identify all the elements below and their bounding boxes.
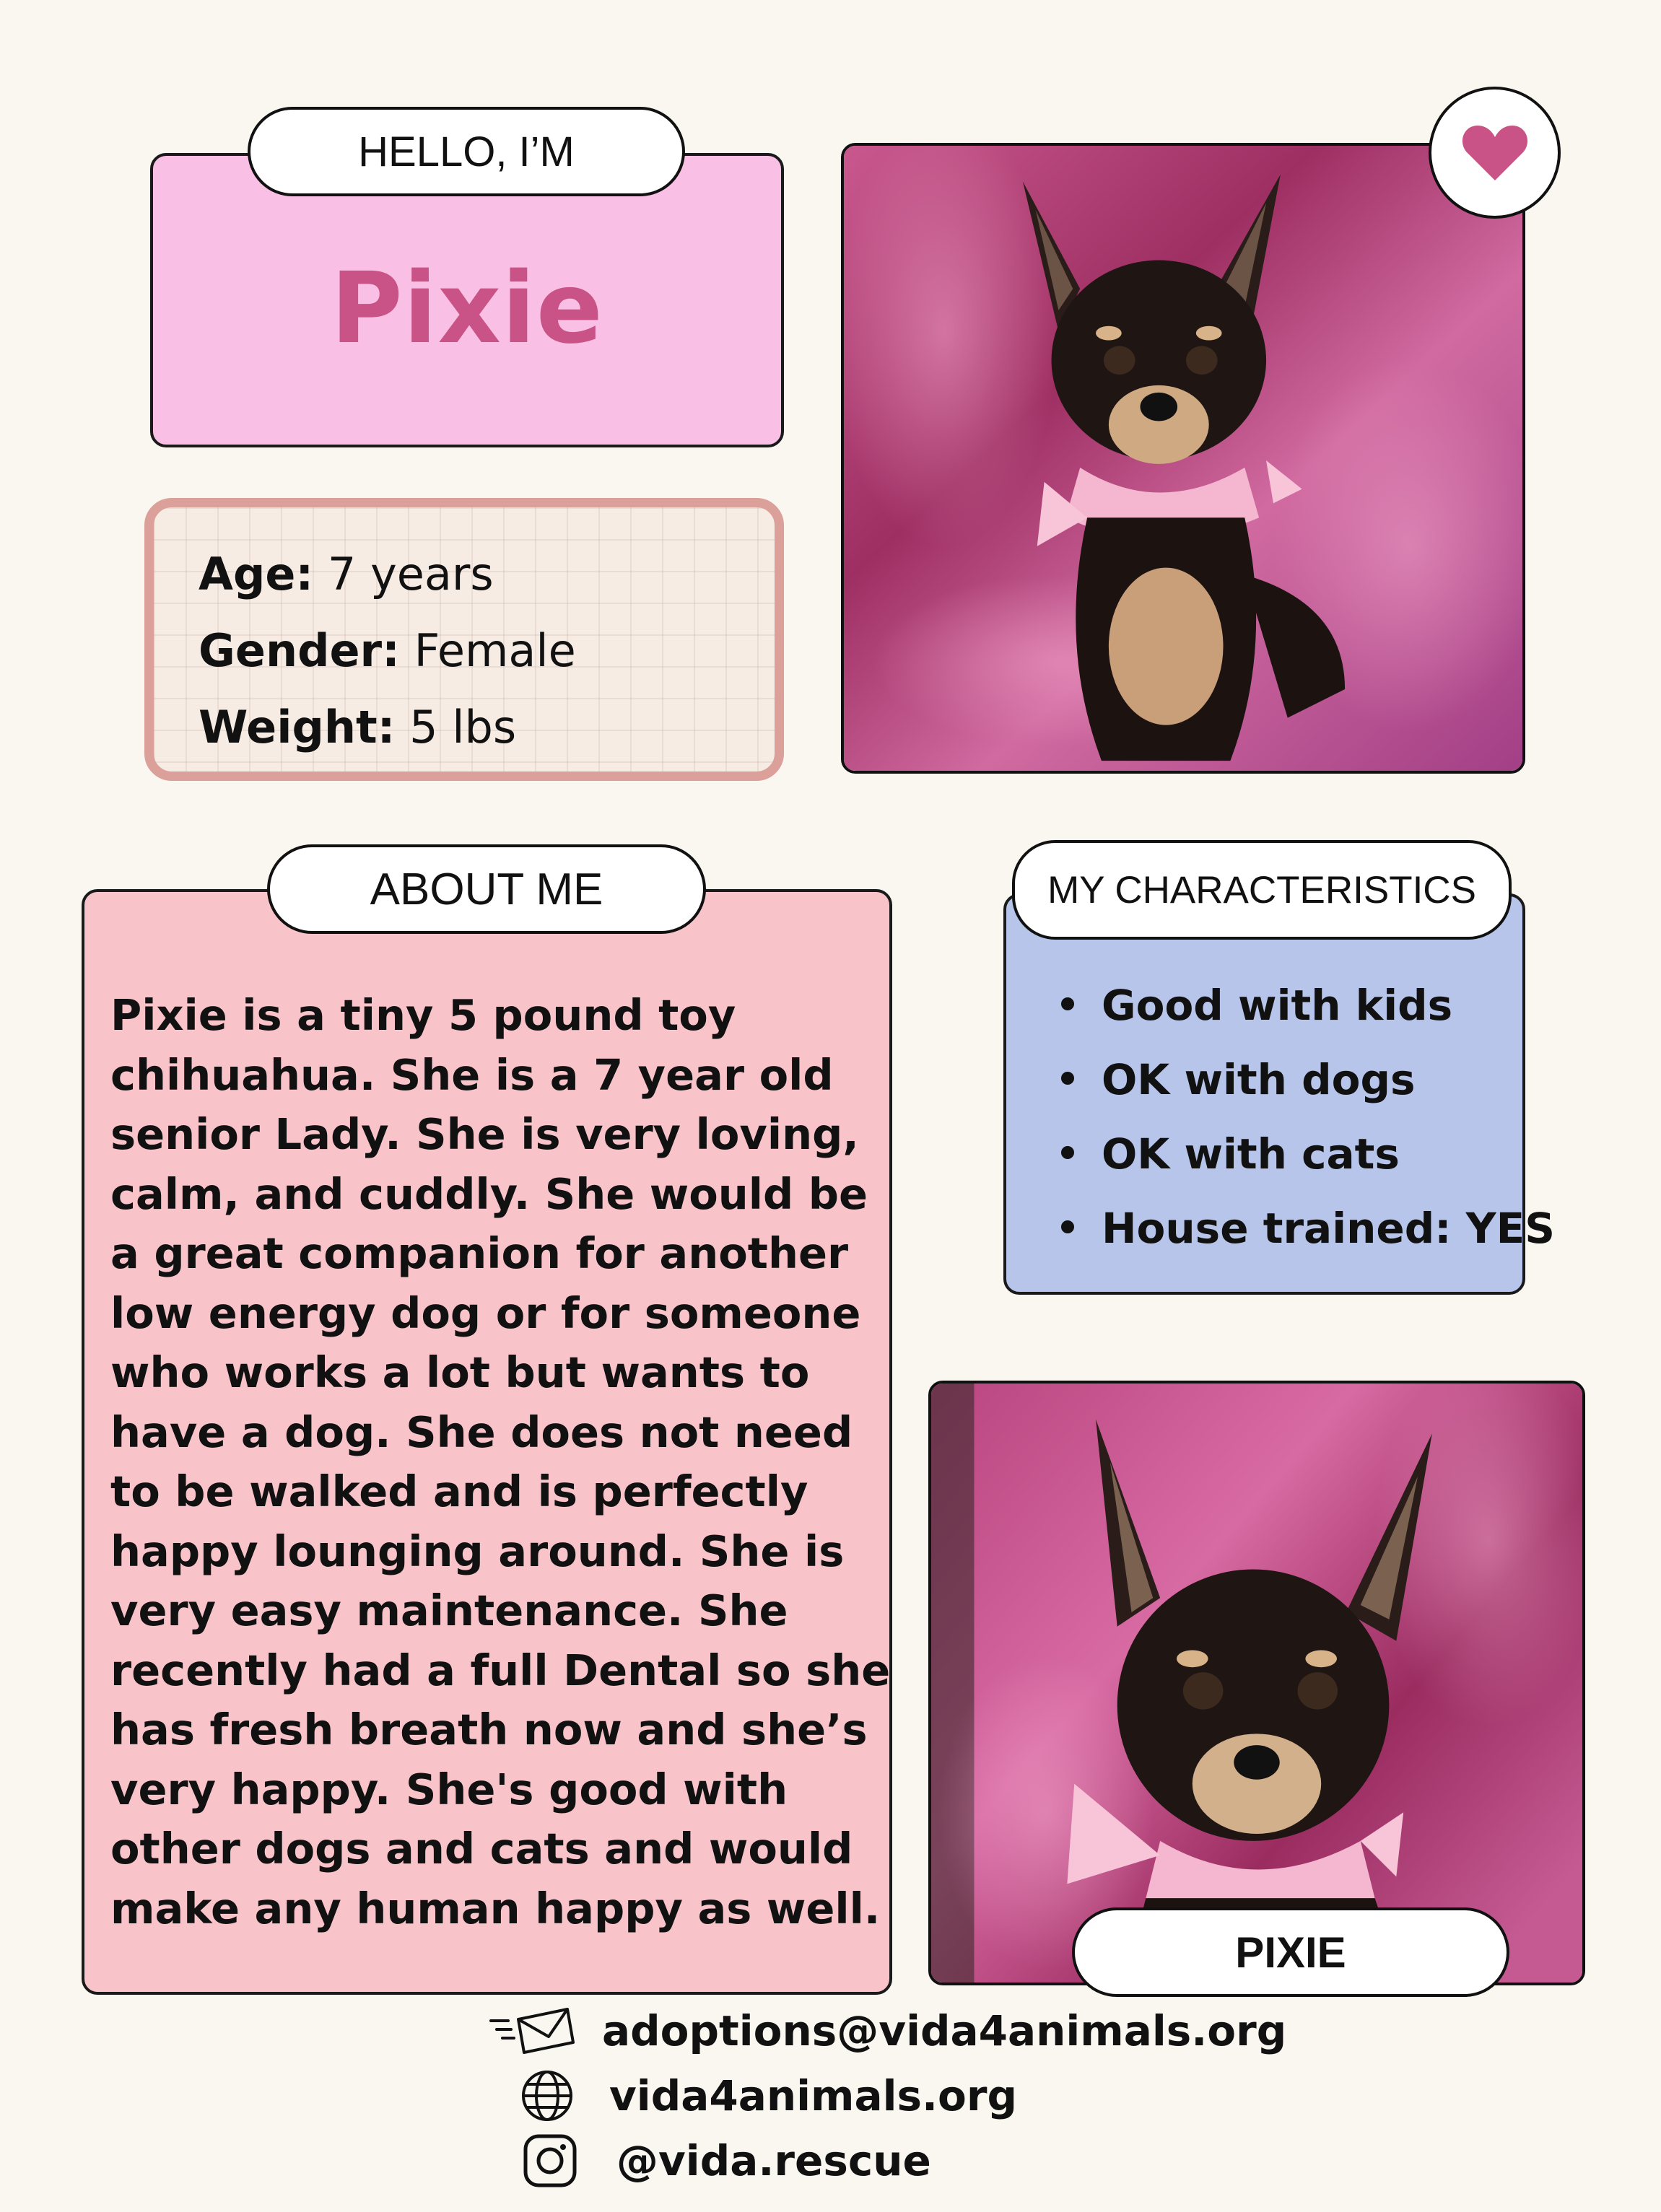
info-gender: Gender: Female	[199, 624, 576, 677]
name-card	[150, 153, 784, 447]
contact-website[interactable]	[520, 2068, 1017, 2123]
about-card	[82, 889, 892, 1995]
contact-email[interactable]	[488, 2005, 1286, 2057]
favorite-button[interactable]	[1429, 87, 1561, 219]
email-text[interactable]: adoptions@vida4animals.org	[602, 2006, 1287, 2055]
characteristic-item: OK with dogs	[1061, 1043, 1522, 1117]
info-weight: Weight: 5 lbs	[199, 701, 517, 753]
photo-caption: PIXIE	[1072, 1907, 1509, 1997]
globe-icon	[520, 2068, 575, 2123]
instagram-text[interactable]: @vida.rescue	[616, 2136, 931, 2185]
characteristic-item: OK with cats	[1061, 1117, 1522, 1192]
pet-name: Pixie	[331, 252, 603, 366]
characteristic-item: House trained: YES	[1061, 1192, 1522, 1266]
email-icon	[488, 2005, 577, 2057]
pet-photo-secondary	[928, 1381, 1585, 1985]
about-title: ABOUT ME	[267, 844, 706, 934]
characteristic-item: Good with kids	[1061, 969, 1522, 1043]
website-text[interactable]: vida4animals.org	[609, 2071, 1017, 2120]
info-card	[144, 498, 784, 781]
characteristics-card	[1003, 893, 1556, 1295]
info-age: Age: 7 years	[199, 548, 494, 600]
about-text: Pixie is a tiny 5 pound toy chihuahua. She is a 7 year old senior Lady. She is very loving, calm, and cuddly. She would be a great companion for another low energy dog or for someone who works a lot but wants to have a dog. She does not need to be walked and is perfectly happy lounging around. She is very easy maintenance. She recently had a full Dental so she has fresh breath now and she’s very happy. She's good with other dogs and cats and would make any human happy as well.	[110, 990, 891, 1933]
contact-instagram[interactable]	[523, 2133, 931, 2188]
heart-icon	[1462, 124, 1528, 182]
pet-photo-main	[841, 143, 1525, 774]
instagram-icon	[523, 2133, 577, 2188]
characteristics-title: MY CHARACTERISTICS	[1012, 840, 1512, 940]
greeting-pill: HELLO, I’M	[248, 107, 685, 196]
